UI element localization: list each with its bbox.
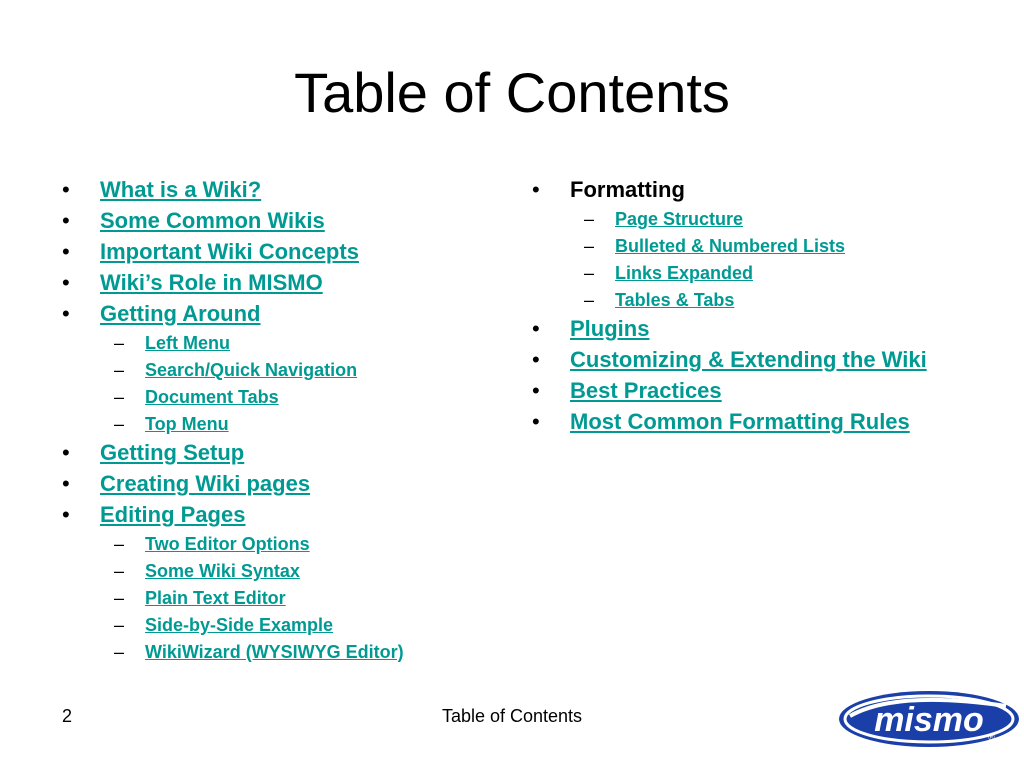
toc-link[interactable]: Search/Quick Navigation — [145, 360, 358, 380]
toc-link[interactable]: Left Menu — [145, 333, 230, 353]
bullet-dash: – — [114, 642, 125, 662]
toc-item — [62, 240, 492, 264]
bullet-dash: – — [584, 209, 595, 229]
toc-item — [62, 333, 492, 354]
bullet-dot: • — [62, 471, 70, 496]
toc-link[interactable]: Customizing & Extending the Wiki — [570, 347, 927, 372]
toc-link[interactable]: What is a Wiki? — [100, 177, 262, 202]
toc-item — [62, 414, 492, 435]
toc-link[interactable]: Links Expanded — [615, 263, 754, 283]
toc-item — [532, 236, 952, 257]
toc-link[interactable]: Plain Text Editor — [145, 588, 286, 608]
toc-item — [532, 178, 952, 202]
toc-left-column — [62, 178, 492, 669]
toc-link[interactable]: Bulleted & Numbered Lists — [615, 236, 846, 256]
toc-link[interactable]: Wiki’s Role in MISMO — [100, 270, 323, 295]
toc-link[interactable]: Top Menu — [145, 414, 229, 434]
toc-item — [532, 263, 952, 284]
bullet-dot: • — [62, 301, 70, 326]
bullet-dash: – — [114, 387, 125, 407]
slide-number: 2 — [62, 706, 73, 726]
toc-link[interactable]: Side-by-Side Example — [145, 615, 334, 635]
toc-item — [62, 615, 492, 636]
slide-title: Table of Contents — [294, 61, 730, 124]
toc-item — [62, 503, 492, 527]
bullet-dash: – — [114, 615, 125, 635]
logo-registered-mark: ® — [988, 732, 995, 742]
toc-item — [532, 410, 952, 434]
toc-link[interactable]: Most Common Formatting Rules — [570, 409, 910, 434]
toc-item — [62, 441, 492, 465]
toc-link[interactable]: Tables & Tabs — [615, 290, 735, 310]
toc-link[interactable]: Page Structure — [615, 209, 744, 229]
toc-item — [62, 561, 492, 582]
bullet-dot: • — [62, 270, 70, 295]
bullet-dash: – — [114, 588, 125, 608]
bullet-dash: – — [584, 236, 595, 256]
toc-link[interactable]: Editing Pages — [100, 502, 246, 527]
toc-right-column — [532, 178, 952, 441]
toc-item — [532, 348, 952, 372]
toc-link[interactable]: Best Practices — [570, 378, 722, 403]
toc-link[interactable]: Two Editor Options — [145, 534, 310, 554]
logo-wordmark: mismo — [874, 701, 984, 739]
toc-link[interactable]: Getting Setup — [100, 440, 245, 465]
bullet-dot: • — [62, 208, 70, 233]
toc-link[interactable]: Some Wiki Syntax — [145, 561, 300, 581]
bullet-dash: – — [114, 414, 125, 434]
bullet-dot: • — [532, 409, 540, 434]
toc-item — [62, 209, 492, 233]
bullet-dash: – — [584, 263, 595, 283]
toc-item — [62, 387, 492, 408]
bullet-dot: • — [532, 316, 540, 341]
bullet-dash: – — [584, 290, 595, 310]
bullet-dot: • — [62, 440, 70, 465]
toc-link[interactable]: WikiWizard (WYSIWYG Editor) — [145, 642, 404, 662]
toc-item — [62, 472, 492, 496]
bullet-dot: • — [62, 502, 70, 527]
toc-item — [532, 379, 952, 403]
toc-item — [62, 302, 492, 326]
toc-heading: Formatting — [570, 177, 685, 202]
footer-title: Table of Contents — [441, 706, 583, 726]
bullet-dot: • — [532, 177, 540, 202]
toc-item — [62, 360, 492, 381]
toc-link[interactable]: Creating Wiki pages — [100, 471, 311, 496]
mismo-logo — [836, 688, 1022, 750]
toc-link[interactable]: Important Wiki Concepts — [100, 239, 359, 264]
toc-item — [62, 178, 492, 202]
toc-item — [532, 209, 952, 230]
toc-link[interactable]: Some Common Wikis — [100, 208, 325, 233]
toc-item — [62, 642, 492, 663]
bullet-dash: – — [114, 561, 125, 581]
bullet-dot: • — [62, 239, 70, 264]
toc-item — [62, 588, 492, 609]
toc-link[interactable]: Getting Around — [100, 301, 261, 326]
toc-item — [532, 317, 952, 341]
bullet-dash: – — [114, 333, 125, 353]
bullet-dot: • — [532, 347, 540, 372]
toc-item — [532, 290, 952, 311]
bullet-dash: – — [114, 360, 125, 380]
toc-item — [62, 534, 492, 555]
toc-item — [62, 271, 492, 295]
toc-link[interactable]: Document Tabs — [145, 387, 279, 407]
toc-link[interactable]: Plugins — [570, 316, 650, 341]
bullet-dot: • — [62, 177, 70, 202]
bullet-dash: – — [114, 534, 125, 554]
bullet-dot: • — [532, 378, 540, 403]
